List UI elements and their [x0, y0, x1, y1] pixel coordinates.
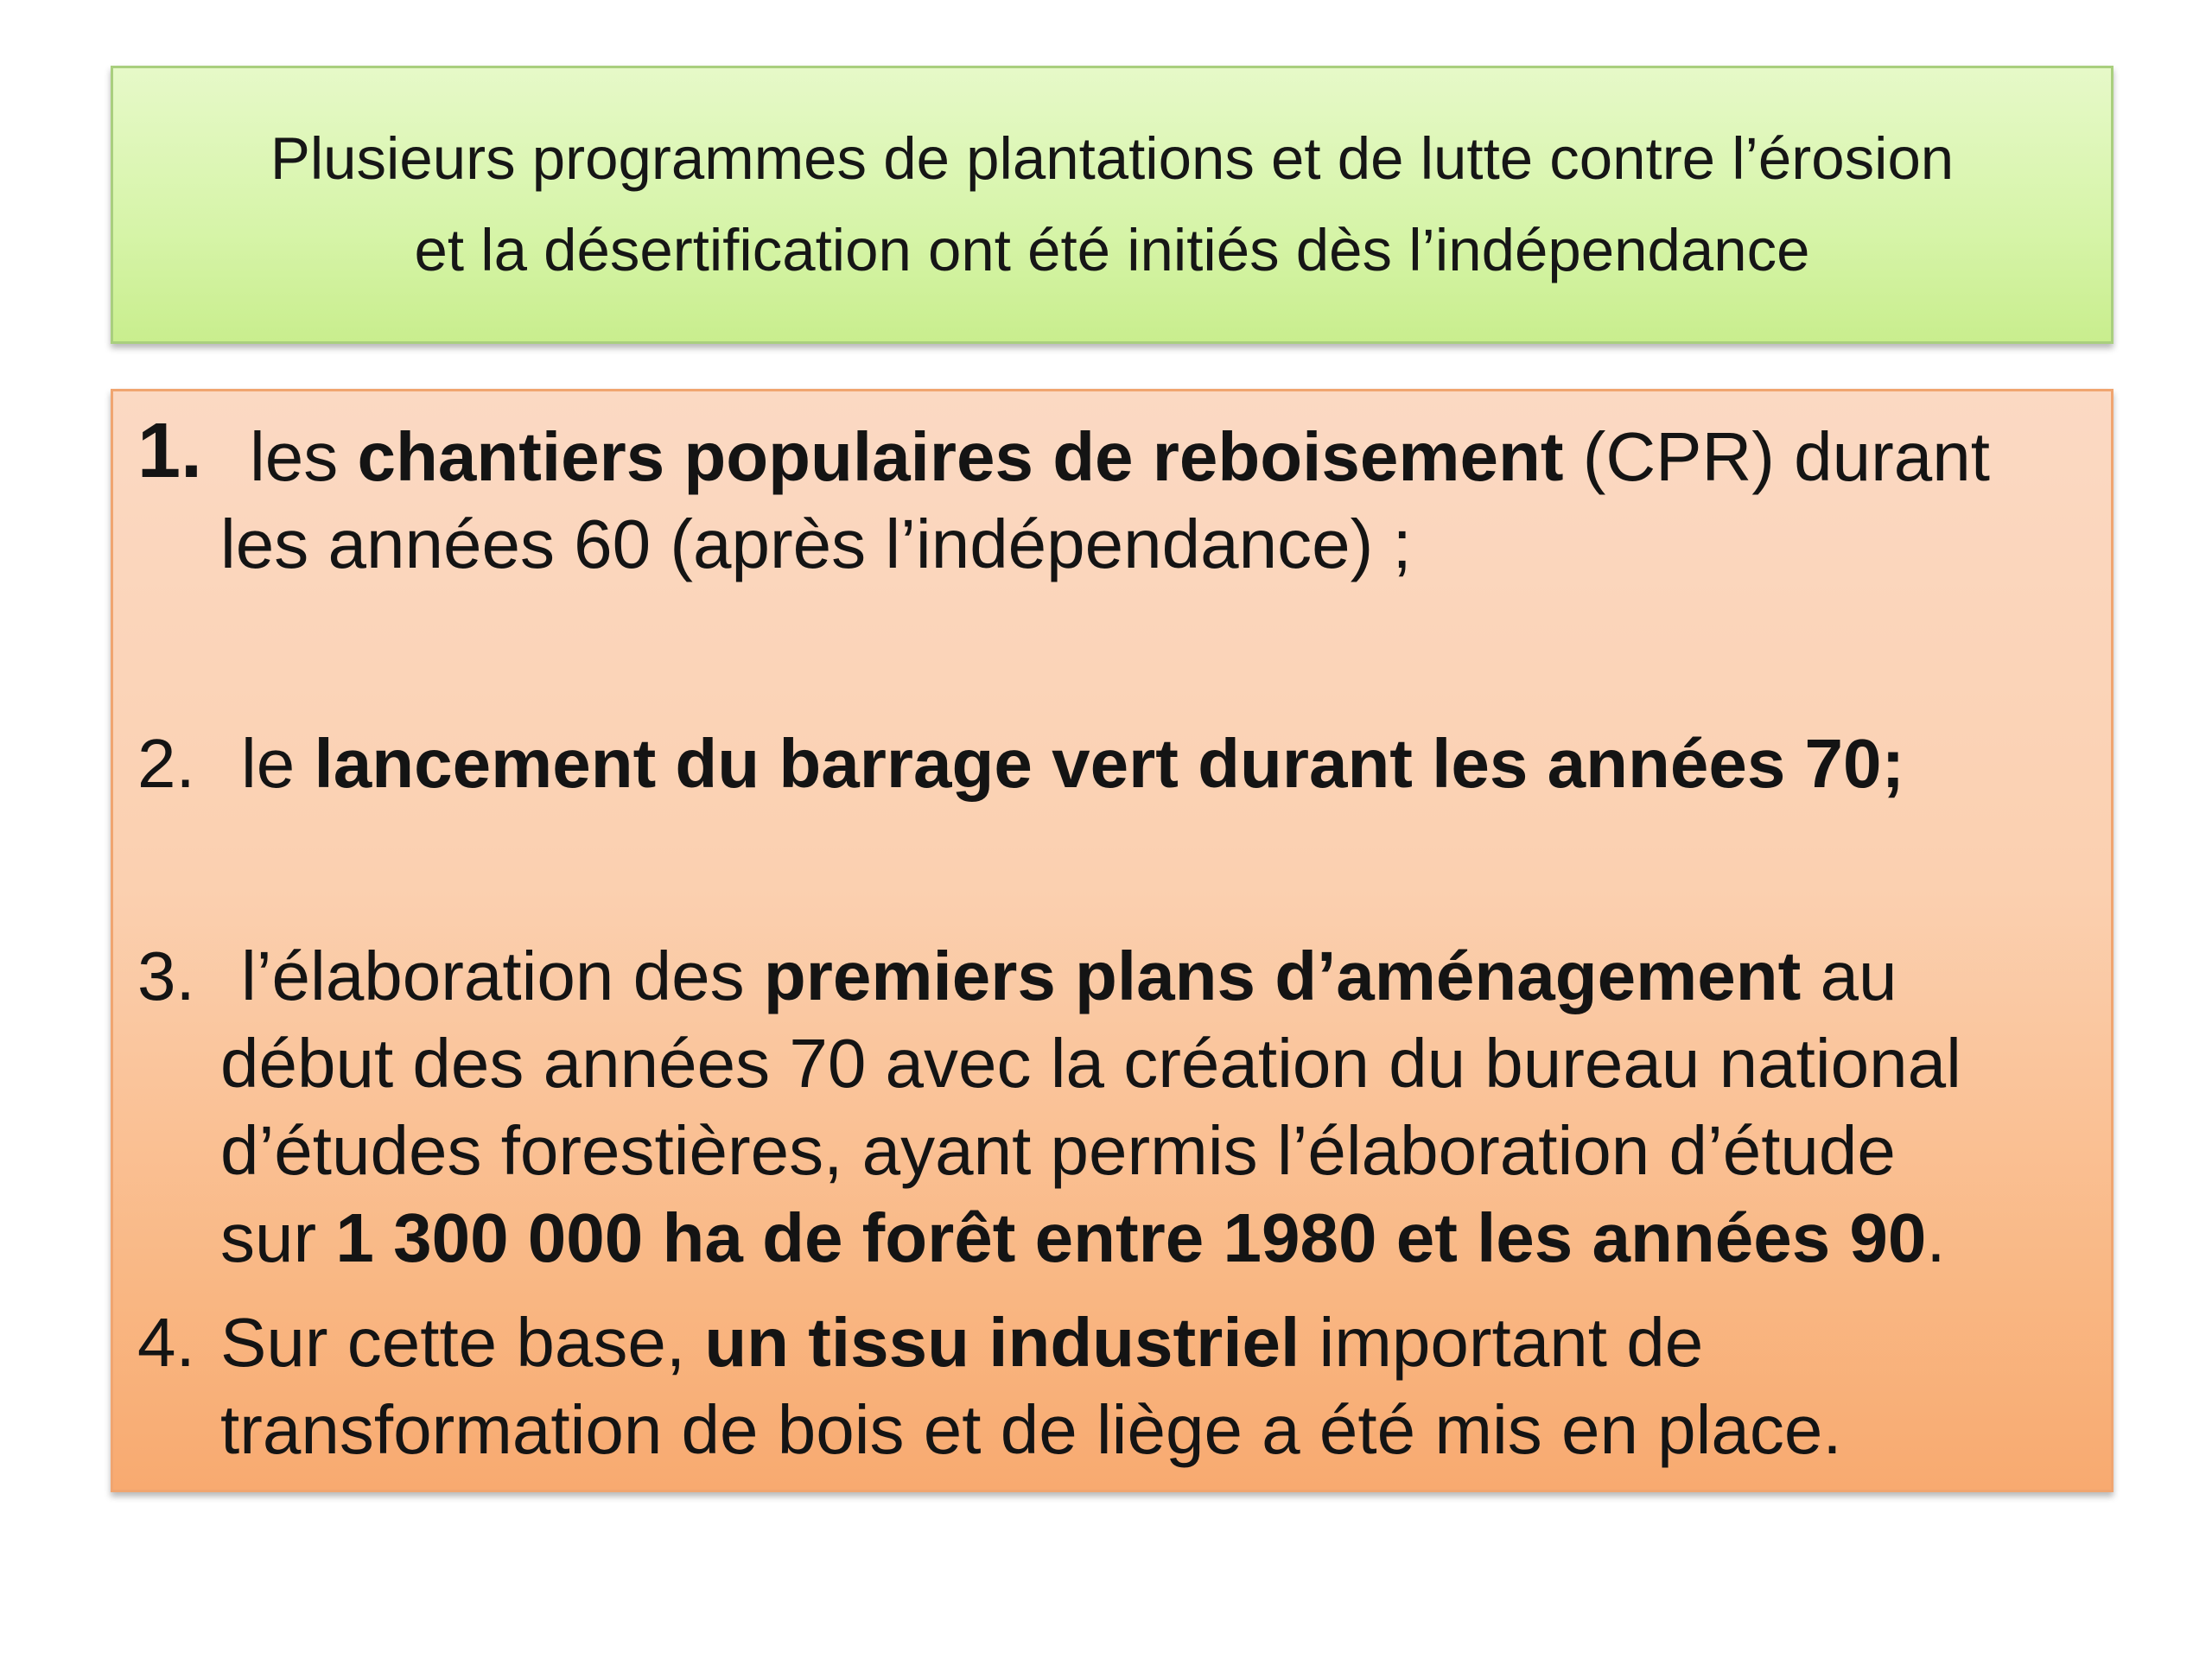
item-number: 4.	[137, 1304, 195, 1381]
item-number: 3.	[137, 938, 195, 1014]
bold-text: un tissu industriel	[704, 1304, 1300, 1381]
title-line-1: Plusieurs programmes de plantations et de lutte contre l’érosion	[270, 125, 1955, 192]
bold-text: premiers plans d’aménagement	[763, 938, 1802, 1014]
bold-text: chantiers populaires de reboisement	[357, 418, 1564, 495]
bold-text: 1 300 000 ha de forêt entre 1980 et les années 90	[335, 1199, 1927, 1276]
item-text: Sur cette base, un tissu industriel important de transformation de bois et de liège a été mis en place.	[220, 1304, 1842, 1468]
list-item-4	[113, 1299, 2092, 1473]
item-number: 2.	[137, 725, 195, 802]
list-item-2	[113, 720, 2092, 807]
list-item-3	[113, 932, 2092, 1281]
slide-title	[136, 113, 2088, 296]
bold-text: lancement du barrage vert durant les années 70;	[314, 725, 1905, 802]
item-text: les chantiers populaires de reboisement (CPR) durant les années 60 (après l’indépendance) ;	[220, 418, 1990, 582]
content-box	[111, 389, 2113, 1492]
title-line-2: et la désertification ont été initiés dès l’indépendance	[414, 217, 1810, 283]
item-number: 1.	[137, 408, 203, 494]
title-box	[111, 66, 2113, 344]
item-text: l’élaboration des premiers plans d’aménagement au début des années 70 avec la création du bureau national d’études forestières, ayant permis l’élaboration d’étude sur 1 300 000 ha de forêt entre 1980 et les années 90.	[220, 938, 1961, 1276]
list-item-1	[113, 408, 2092, 588]
item-text: le lancement du barrage vert durant les années 70;	[241, 725, 1905, 802]
